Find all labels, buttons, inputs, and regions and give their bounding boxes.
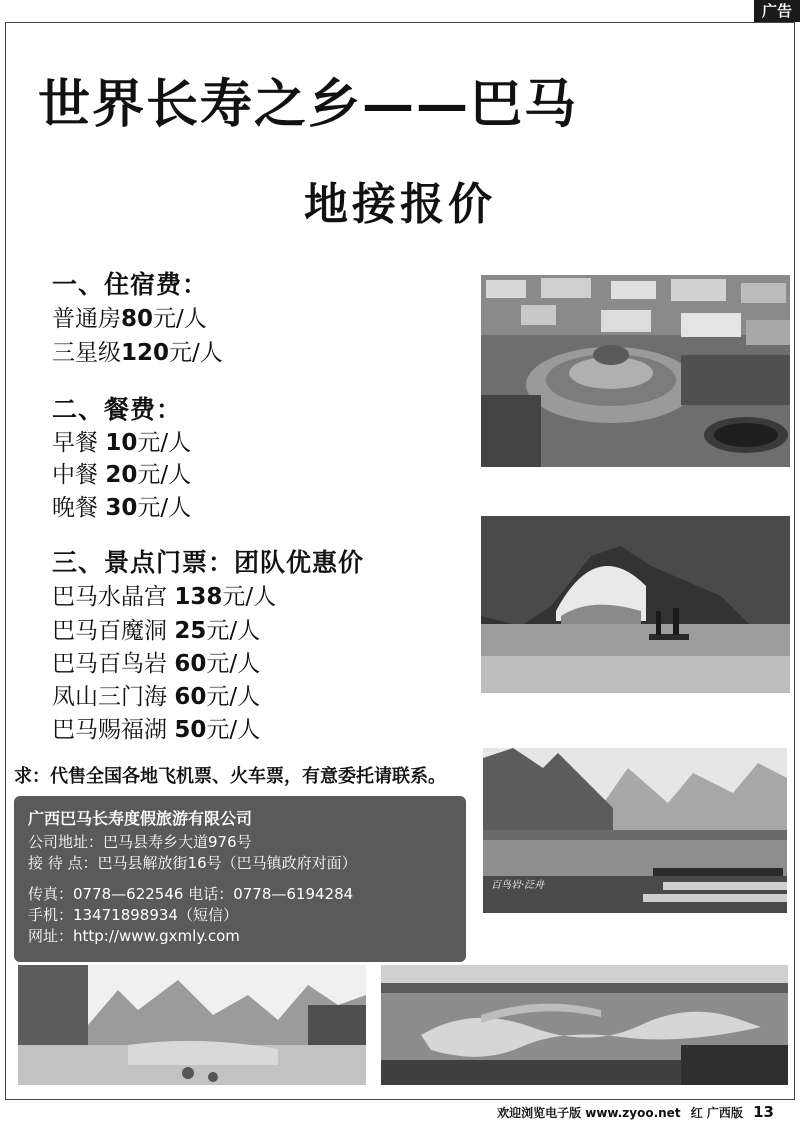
item-price: 60 (174, 684, 207, 710)
price-line (52, 300, 207, 333)
item-price: 50 (174, 717, 207, 743)
meals-heading: 二、餐费： (52, 395, 183, 424)
item-unit: 元/人 (222, 584, 277, 610)
reception-point: 接 待 点：巴马县解放街16号（巴马镇政府对面） (28, 854, 357, 872)
main-title: 世界长寿之乡——巴马 (38, 74, 579, 135)
item-name: 巴马百鸟岩 (52, 651, 175, 677)
item-unit: 元/人 (206, 651, 261, 677)
mobile: 手机：13471898934（短信） (28, 906, 238, 924)
sub-title: 地接报价 (304, 179, 496, 230)
item-unit: 元/人 (206, 684, 261, 710)
item-name: 凤山三门海 (52, 684, 175, 710)
ad-tag: 广告 (754, 0, 800, 22)
item-price: 138 (174, 584, 223, 610)
item-unit: 元/人 (206, 618, 261, 644)
item-price: 25 (174, 618, 207, 644)
footer-text: 欢迎浏览电子版 www.zyoo.net (497, 1106, 681, 1120)
item-unit: 元/人 (169, 340, 223, 366)
address: 公司地址：巴马县寿乡大道976号 (28, 833, 252, 851)
item-unit: 元/人 (153, 306, 207, 332)
river-photo (18, 965, 366, 1085)
village-photo (481, 275, 790, 467)
item-name: 早餐 (52, 430, 106, 456)
item-price: 20 (105, 462, 138, 488)
phone-fax: 传真：0778—622546 电话：0778—6194284 (28, 885, 354, 903)
cave-photo (481, 516, 790, 693)
price-line (52, 678, 260, 711)
item-unit: 元/人 (137, 462, 192, 488)
item-unit: 元/人 (137, 430, 192, 456)
price-line (52, 711, 260, 744)
item-unit: 元/人 (137, 495, 192, 521)
price-line (52, 489, 191, 522)
item-name: 普通房 (52, 306, 121, 332)
footer-brand: 红 广西版 (690, 1106, 743, 1120)
company-name: 广西巴马长寿度假旅游有限公司 (28, 809, 253, 828)
item-name: 三星级 (52, 340, 121, 366)
accommodation-heading: 一、住宿费： (52, 270, 209, 299)
website-link[interactable]: 网址：http://www.gxmly.com (28, 927, 240, 945)
notice-text: 求：代售全国各地飞机票、火车票，有意委托请联系。 (14, 766, 446, 787)
item-price: 120 (121, 340, 170, 366)
item-name: 中餐 (52, 462, 106, 488)
page-footer (497, 1103, 774, 1121)
page-number: 13 (753, 1103, 774, 1121)
price-line (52, 612, 260, 645)
tickets-heading: 三、景点门票：团队优惠价 (52, 548, 365, 577)
item-name: 巴马水晶宫 (52, 584, 175, 610)
item-name: 巴马赐福湖 (52, 717, 175, 743)
price-line (52, 578, 276, 611)
fields-photo (381, 965, 788, 1085)
price-line (52, 334, 223, 367)
price-line (52, 456, 191, 489)
lake-photo (483, 748, 787, 913)
contact-box (14, 796, 466, 962)
item-unit: 元/人 (206, 717, 261, 743)
price-line (52, 645, 260, 678)
item-price: 30 (105, 495, 138, 521)
item-price: 60 (174, 651, 207, 677)
photo-caption: 百鸟岩·泛舟 (491, 880, 545, 891)
price-line (52, 424, 191, 457)
item-name: 晚餐 (52, 495, 106, 521)
item-name: 巴马百魔洞 (52, 618, 175, 644)
item-price: 10 (105, 430, 138, 456)
item-price: 80 (121, 306, 154, 332)
